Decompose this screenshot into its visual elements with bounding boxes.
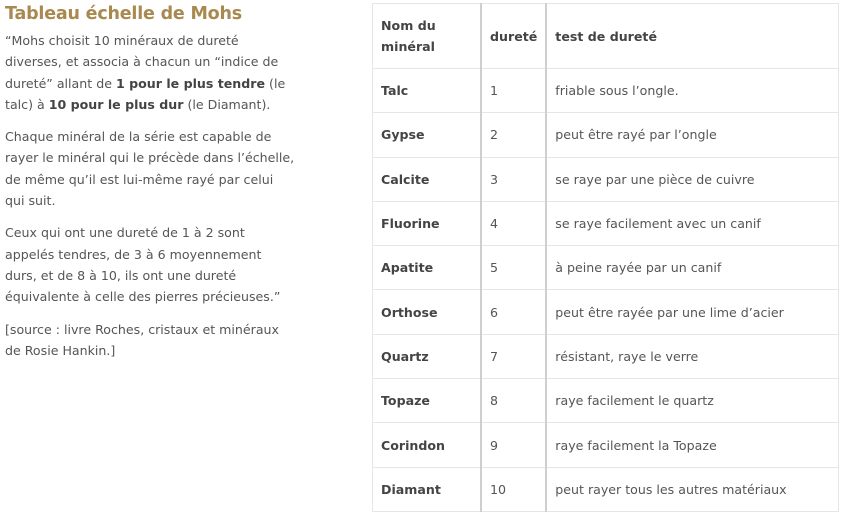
mineral-name: Quartz — [373, 334, 482, 378]
mineral-name: Apatite — [373, 246, 482, 290]
article-column — [5, 0, 295, 372]
hardness-test: à peine rayée par un canif — [546, 246, 838, 290]
hardness-value: 6 — [481, 290, 546, 334]
table-header-row — [373, 4, 839, 69]
mineral-name: Diamant — [373, 467, 482, 511]
intro-text-1: “Mohs choisit 10 minéraux de dureté diverses, et associa à chacun un “indice de dureté” allant de — [5, 33, 279, 91]
mineral-name: Topaze — [373, 379, 482, 423]
hardness-value: 10 — [481, 467, 546, 511]
hardness-test: peut rayer tous les autres matériaux — [546, 467, 838, 511]
table-row — [373, 290, 839, 334]
hardness-test: résistant, raye le verre — [546, 334, 838, 378]
mineral-name: Talc — [373, 69, 482, 113]
table-row — [373, 379, 839, 423]
hardness-test: peut être rayé par l’ongle — [546, 113, 838, 157]
mineral-name: Calcite — [373, 157, 482, 201]
hardness-value: 7 — [481, 334, 546, 378]
hardness-test: friable sous l’ongle. — [546, 69, 838, 113]
hardness-value: 8 — [481, 379, 546, 423]
hardness-test: raye facilement le quartz — [546, 379, 838, 423]
header-hardness-test: test de dureté — [546, 4, 838, 69]
hardness-value: 5 — [481, 246, 546, 290]
table-row — [373, 113, 839, 157]
page-title: Tableau échelle de Mohs — [5, 4, 242, 24]
intro-bold-softest: 1 pour le plus tendre — [115, 75, 266, 91]
table-row — [373, 334, 839, 378]
intro-text-2: (le talc) à — [5, 75, 286, 112]
hardness-value: 2 — [481, 113, 546, 157]
intro-text-3: (le Diamant). — [183, 96, 271, 112]
mineral-name: Orthose — [373, 290, 482, 334]
mineral-name: Fluorine — [373, 201, 482, 245]
hardness-value: 3 — [481, 157, 546, 201]
hardness-test: peut être rayée par une lime d’acier — [546, 290, 838, 334]
table-row — [373, 423, 839, 467]
mineral-name: Gypse — [373, 113, 482, 157]
table-row — [373, 201, 839, 245]
hardness-test: raye facilement la Topaze — [546, 423, 838, 467]
mohs-table — [372, 3, 839, 512]
hardness-test: se raye facilement avec un canif — [546, 201, 838, 245]
categories-paragraph: Ceux qui ont une dureté de 1 à 2 sont appelés tendres, de 3 à 6 moyennement durs, et de 8 à 10, ils ont une dureté équivalente à celle des pierres précieuses.” — [5, 225, 281, 305]
table-row — [373, 246, 839, 290]
table-row — [373, 69, 839, 113]
hardness-value: 9 — [481, 423, 546, 467]
mineral-name: Corindon — [373, 423, 482, 467]
table-row — [373, 157, 839, 201]
header-mineral-name: Nom du minéral — [373, 4, 482, 69]
header-hardness: dureté — [481, 4, 546, 69]
hardness-value: 4 — [481, 201, 546, 245]
hardness-test: se raye par une pièce de cuivre — [546, 157, 838, 201]
source-paragraph: [source : livre Roches, cristaux et minéraux de Rosie Hankin.] — [5, 321, 279, 358]
table-row — [373, 467, 839, 511]
hardness-value: 1 — [481, 69, 546, 113]
scratch-paragraph: Chaque minéral de la série est capable de rayer le minéral qui le précède dans l’échelle, de même qu’il est lui-même rayé par celui qui suit. — [5, 129, 295, 209]
intro-paragraph — [5, 30, 295, 115]
intro-bold-hardest: 10 pour le plus dur — [48, 96, 184, 112]
